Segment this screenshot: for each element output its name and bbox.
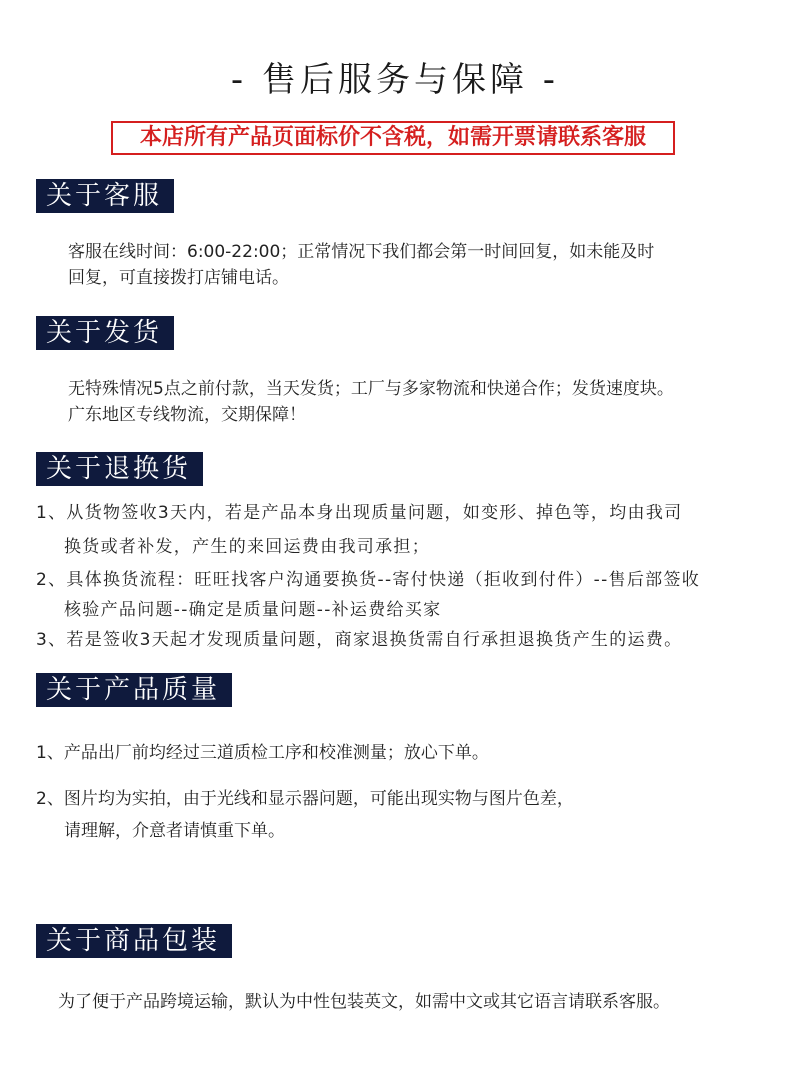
returns-text-line-2: 换货或者补发，产生的来回运费由我司承担；: [64, 537, 430, 557]
service-text-line-1: 客服在线时间：6:00-22:00；正常情况下我们都会第一时间回复，如未能及时: [68, 242, 655, 262]
quality-text-line-1: 1、产品出厂前均经过三道质检工序和校准测量；放心下单。: [36, 743, 489, 763]
returns-text-line-5: 3、若是签收3天起才发现质量问题，商家退换货需自行承担退换货产生的运费。: [36, 630, 683, 650]
page-title: - 售后服务与保障 -: [230, 60, 560, 100]
quality-text-line-2: 2、图片均为实拍，由于光线和显示器问题，可能出现实物与图片色差，: [36, 789, 574, 809]
returns-text-line-4: 核验产品问题--确定是质量问题--补运费给买家: [64, 600, 442, 620]
section-heading-returns: 关于退换货: [36, 452, 203, 486]
section-heading-shipping: 关于发货: [36, 316, 174, 350]
shipping-text-line-1: 无特殊情况5点之前付款，当天发货；工厂与多家物流和快递合作；发货速度块。: [68, 379, 674, 399]
tax-notice-banner: 本店所有产品页面标价不含税，如需开票请联系客服: [111, 121, 675, 155]
section-heading-packaging: 关于商品包装: [36, 924, 232, 958]
returns-text-line-1: 1、从货物签收3天内，若是产品本身出现质量问题，如变形、掉色等，均由我司: [36, 503, 683, 523]
section-heading-quality: 关于产品质量: [36, 673, 232, 707]
packaging-text-line-1: 为了便于产品跨境运输，默认为中性包装英文，如需中文或其它语言请联系客服。: [58, 992, 670, 1012]
quality-text-line-3: 请理解，介意者请慎重下单。: [64, 821, 285, 841]
service-text-line-2: 回复，可直接拨打店铺电话。: [68, 268, 289, 288]
returns-text-line-3: 2、具体换货流程：旺旺找客户沟通要换货--寄付快递（拒收到付件）--售后部签收: [36, 570, 701, 590]
section-heading-service: 关于客服: [36, 179, 174, 213]
shipping-text-line-2: 广东地区专线物流，交期保障！: [68, 405, 306, 425]
